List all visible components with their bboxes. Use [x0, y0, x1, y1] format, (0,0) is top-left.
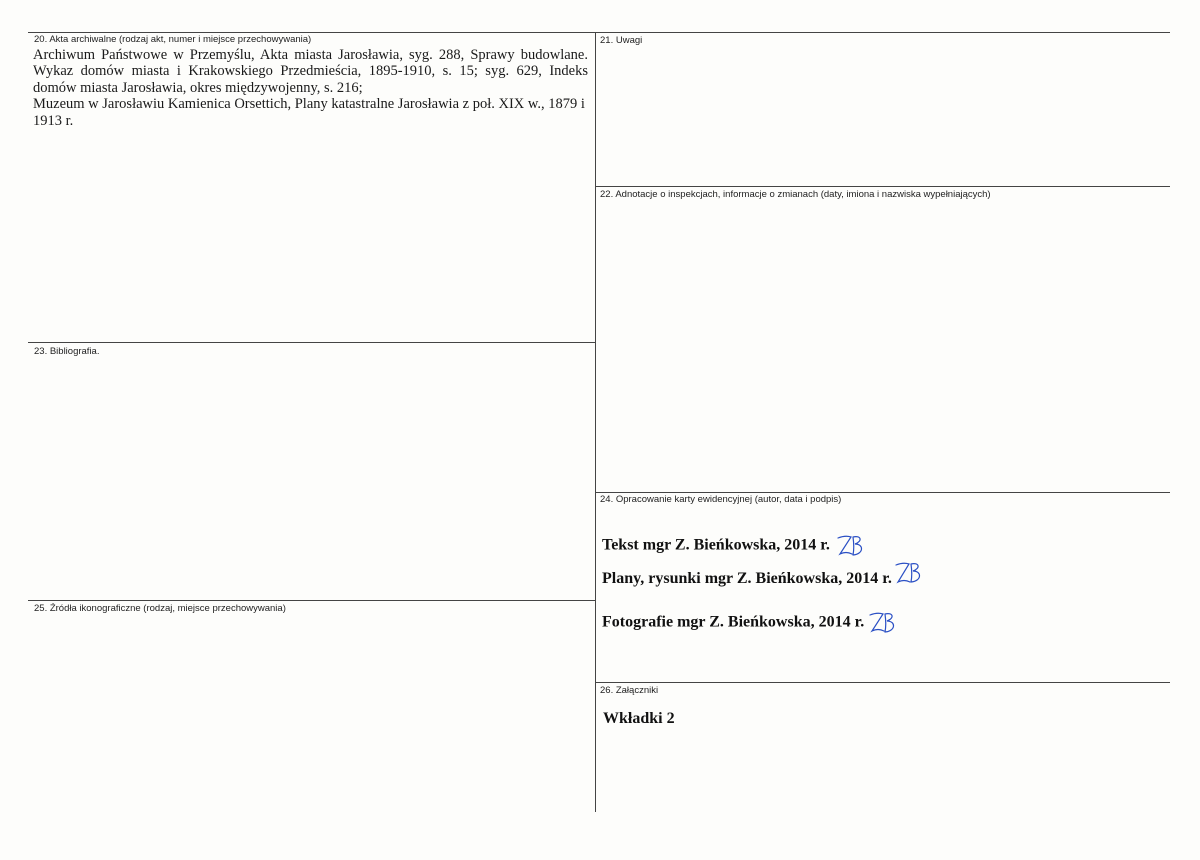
archive-reference-1: Archiwum Państwowe w Przemyślu, Akta miasta Jarosławia, syg. 288, Sprawy budowlane. Wykaz domów miasta i Krakowskiego Przedmieścia, 1895-1910, s. 15; syg. 629, Indeks domów miasta Jarosławia, okres międzywojenny, s. 216;	[33, 47, 588, 96]
author-photos-line	[602, 610, 900, 636]
rule-top-left	[28, 32, 596, 33]
section-25-label: 25. Źródła ikonograficzne (rodzaj, miejsce przechowywania)	[34, 603, 286, 614]
author-text: Tekst mgr Z. Bieńkowska, 2014 r.	[602, 536, 830, 554]
rule-25	[28, 600, 596, 601]
signature-initials-3	[866, 610, 900, 636]
signature-initials-2	[892, 560, 926, 588]
rule-top-right	[596, 32, 1170, 33]
author-text-line	[602, 533, 868, 559]
attachments-content: Wkładki 2	[603, 710, 675, 727]
section-24-label: 24. Opracowanie karty ewidencyjnej (autor, data i podpis)	[600, 494, 842, 505]
rule-26	[596, 682, 1170, 683]
rule-22	[596, 186, 1170, 187]
section-22-label: 22. Adnotacje o inspekcjach, informacje o zmianach (daty, imiona i nazwiska wypełniających)	[600, 189, 991, 200]
section-21-label: 21. Uwagi	[600, 35, 643, 46]
archive-reference-2: Muzeum w Jarosławiu Kamienica Orsettich, Plany katastralne Jarosławia z poł. XIX w., 1879 i 1913 r.	[33, 96, 585, 129]
column-divider	[595, 32, 596, 812]
section-20-content	[33, 47, 588, 129]
section-23-label: 23. Bibliografia.	[34, 346, 100, 357]
section-26-label: 26. Załączniki	[600, 685, 659, 696]
author-plans-line	[602, 570, 926, 588]
rule-24	[596, 492, 1170, 493]
rule-23	[28, 342, 596, 343]
author-plans: Plany, rysunki mgr Z. Bieńkowska, 2014 r.	[602, 570, 892, 587]
signature-initials-1	[834, 533, 868, 559]
author-photos: Fotografie mgr Z. Bieńkowska, 2014 r.	[602, 613, 865, 631]
section-20-label: 20. Akta archiwalne (rodzaj akt, numer i miejsce przechowywania)	[34, 34, 312, 45]
